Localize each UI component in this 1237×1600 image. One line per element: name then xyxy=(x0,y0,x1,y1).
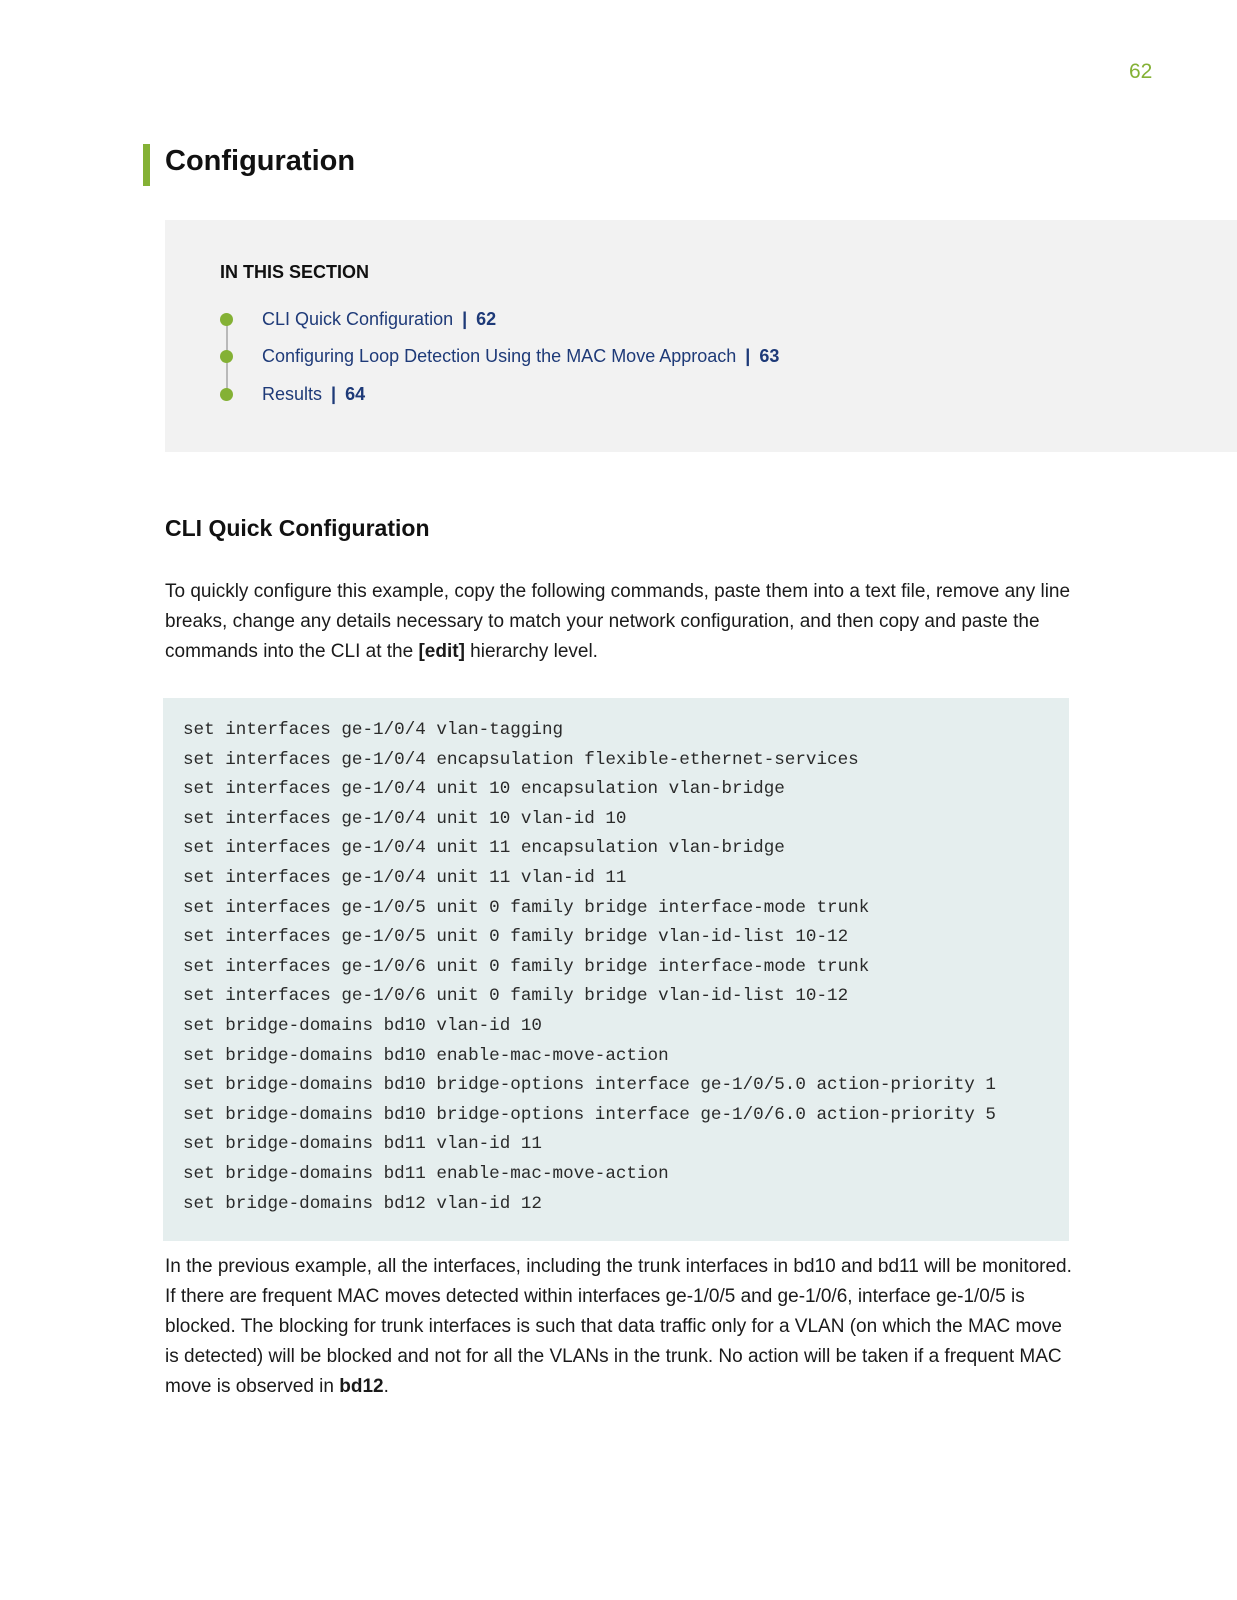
code-line: set bridge-domains bd11 enable-mac-move-action xyxy=(183,1163,669,1184)
bullet-icon xyxy=(220,350,233,363)
toc-item-page[interactable]: 64 xyxy=(345,383,366,404)
subsection-title: CLI Quick Configuration xyxy=(165,515,430,541)
code-line: set bridge-domains bd10 bridge-options interface ge-1/0/6.0 action-priority 5 xyxy=(183,1104,996,1125)
code-line: set interfaces ge-1/0/6 unit 0 family bridge interface-mode trunk xyxy=(183,956,870,977)
code-line: set bridge-domains bd10 vlan-id 10 xyxy=(183,1015,542,1036)
toc-item-label[interactable]: Configuring Loop Detection Using the MAC Move Approach xyxy=(262,345,737,366)
bullet-icon xyxy=(220,388,233,401)
bd12-keyword: bd12 xyxy=(339,1376,384,1397)
toc-heading: IN THIS SECTION xyxy=(220,262,370,282)
toc-item-configuring-loop-detection[interactable] xyxy=(220,344,779,368)
toc-item-separator: | xyxy=(462,308,468,329)
code-line: set interfaces ge-1/0/4 unit 10 vlan-id 10 xyxy=(183,808,627,829)
intro-text: To quickly configure this example, copy the following commands, paste them into a text file, remove any line breaks, change any details necessary to match your network configuration, and then copy and paste the commands into the CLI at the xyxy=(165,581,1071,662)
page-number: 62 xyxy=(1129,60,1153,83)
code-line: set bridge-domains bd12 vlan-id 12 xyxy=(183,1193,542,1214)
intro-text-end: hierarchy level. xyxy=(464,641,598,662)
code-line: set bridge-domains bd10 enable-mac-move-action xyxy=(183,1045,669,1066)
edit-keyword: [edit] xyxy=(418,641,465,662)
section-title: Configuration xyxy=(165,145,356,177)
code-line: set interfaces ge-1/0/5 unit 0 family bridge vlan-id-list 10-12 xyxy=(183,927,849,948)
code-line: set interfaces ge-1/0/5 unit 0 family bridge interface-mode trunk xyxy=(183,897,870,918)
section-accent-bar xyxy=(143,144,150,186)
intro-paragraph xyxy=(165,577,1075,667)
code-line: set bridge-domains bd10 bridge-options interface ge-1/0/5.0 action-priority 1 xyxy=(183,1075,996,1096)
summary-text: In the previous example, all the interfaces, including the trunk interfaces in bd10 and bd11 will be monitored. If there are frequent MAC moves detected within interfaces ge-1/0/5 and ge-1/0/6, interface ge-1/0/5 is blocked. The blocking for trunk interfaces is such that data traffic only for a VLAN (on which the MAC move is detected) will be blocked and not for all the VLANs in the trunk. No action will be taken if a frequent MAC move is observed in xyxy=(165,1256,1072,1397)
toc-item-label[interactable]: CLI Quick Configuration xyxy=(262,308,454,329)
code-line: set bridge-domains bd11 vlan-id 11 xyxy=(183,1134,542,1155)
summary-text-end: . xyxy=(383,1376,389,1397)
bullet-icon xyxy=(220,313,233,326)
code-block xyxy=(163,698,1069,1241)
toc-item-results[interactable] xyxy=(220,382,365,406)
toc-item-label[interactable]: Results xyxy=(262,383,323,404)
summary-paragraph xyxy=(165,1252,1075,1402)
code-line: set interfaces ge-1/0/4 encapsulation flexible-ethernet-services xyxy=(183,749,859,770)
code-line: set interfaces ge-1/0/4 vlan-tagging xyxy=(183,720,564,740)
code-line: set interfaces ge-1/0/4 unit 10 encapsulation vlan-bridge xyxy=(183,779,785,800)
in-this-section-box xyxy=(165,220,1237,452)
toc-item-cli-quick-configuration[interactable] xyxy=(220,307,496,331)
code-line: set interfaces ge-1/0/4 unit 11 vlan-id 11 xyxy=(183,867,627,888)
toc-item-page[interactable]: 62 xyxy=(476,308,497,329)
code-line: set interfaces ge-1/0/6 unit 0 family bridge vlan-id-list 10-12 xyxy=(183,986,849,1007)
toc-item-separator: | xyxy=(745,345,751,366)
code-line: set interfaces ge-1/0/4 unit 11 encapsulation vlan-bridge xyxy=(183,838,785,859)
toc-item-page[interactable]: 63 xyxy=(759,345,780,366)
code-lines xyxy=(183,716,996,1219)
toc-item-separator: | xyxy=(331,383,337,404)
